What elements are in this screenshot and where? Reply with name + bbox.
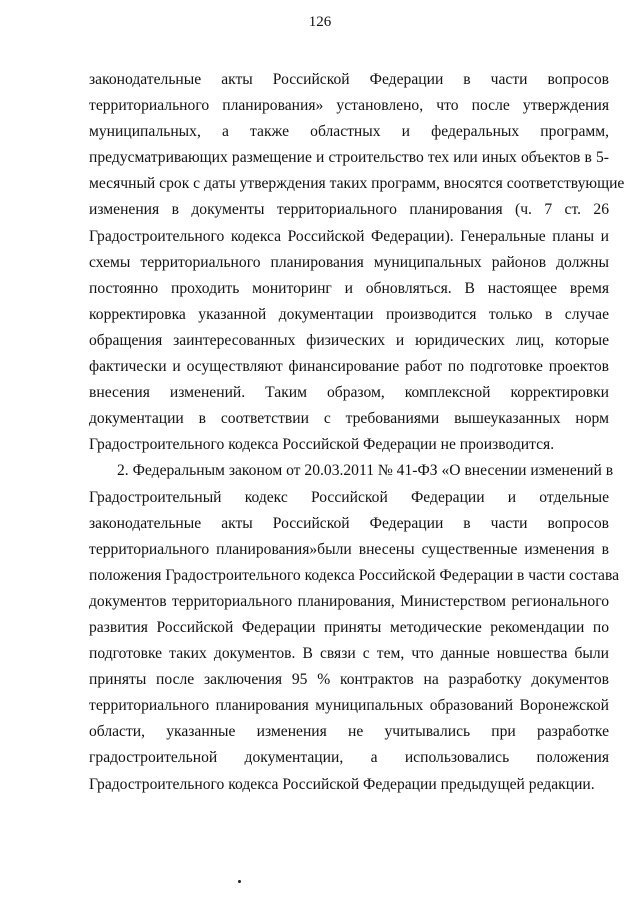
text-line: градостроительной документации, а использовались положения [89,749,609,767]
text-line: изменения в документы территориального планирования (ч. 7 ст. 26 [89,201,609,219]
text-line: документов территориального планирования, Министерством регионального [89,592,609,610]
paragraph-2 [89,458,620,797]
page-number: 126 [308,14,332,30]
text-line: постоянно проходить мониторинг и обновляться. В настоящее время [89,279,609,297]
text-line: законодательные акты Российской Федерации в части вопросов [89,514,609,532]
text-line: предусматривающих размещение и строительство тех или иных объектов в 5- [89,149,609,167]
text-line: фактически и осуществляют финансирование работ по подготовке проектов [89,358,609,376]
text-line: внесения изменений. Таким образом, комплексной корректировки [89,384,609,402]
text-line: подготовке таких документов. В связи с тем, что данные новшества были [89,645,609,663]
text-line: муниципальных, а также областных и федеральных программ, [89,123,609,141]
text-line: территориального планирования» установлено, что после утверждения [89,97,609,115]
text-line: схемы территориального планирования муниципальных районов должны [89,253,609,271]
text-line: положения Градостроительного кодекса Российской Федерации в части состава [89,566,620,584]
text-line: законодательные акты Российской Федерации в части вопросов [89,71,609,88]
text-line: Градостроительного кодекса Российской Федерации предыдущей редакции. [89,775,595,793]
body-text [89,67,625,798]
text-line: территориального планирования»были внесены существенные изменения в [89,540,609,558]
text-line: корректировка указанной документации производится только в случае [89,305,609,323]
text-line: Градостроительного кодекса Российской Федерации). Генеральные планы и [89,227,609,245]
paragraph-1 [89,67,625,458]
scan-speck [238,880,241,883]
text-line: Градостроительный кодекс Российской Федерации и отдельные [89,488,609,506]
text-line: месячный срок с даты утверждения таких программ, вносятся соответствующие [89,175,625,193]
text-line: обращения заинтересованных физических и юридических лиц, которые [89,331,609,349]
text-line: области, указанные изменения не учитывались при разработке [89,723,609,741]
text-line: документации в соответствии с требованиями вышеуказанных норм [89,410,609,428]
text-line: приняты после заключения 95 % контрактов на разработку документов [89,671,609,689]
text-line: территориального планирования муниципальных образований Воронежской [89,697,609,715]
text-line: развития Российской Федерации приняты методические рекомендации по [89,618,609,636]
text-line: 2. Федеральным законом от 20.03.2011 № 41-ФЗ «О внесении изменений в [117,462,614,480]
text-line: Градостроительного кодекса Российской Федерации не производится. [89,436,555,454]
